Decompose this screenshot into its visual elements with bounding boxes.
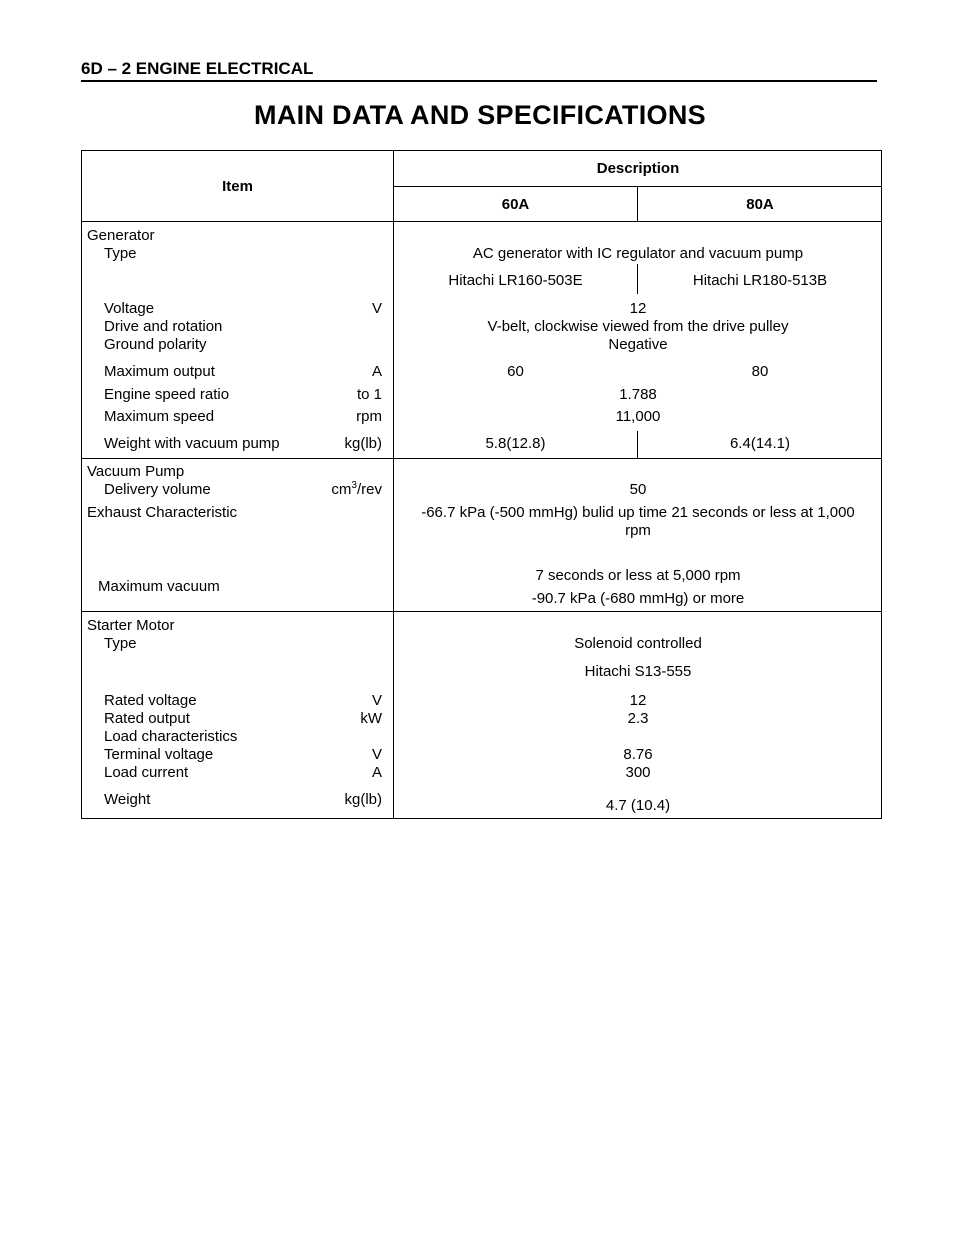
generator-model-60a: Hitachi LR160-503E bbox=[448, 272, 583, 289]
generator-max-output-80a: 80 bbox=[751, 363, 769, 380]
starter-rated-output-value: 2.3 bbox=[627, 710, 649, 727]
spec-table bbox=[81, 150, 882, 819]
section-divider-generator bbox=[82, 458, 882, 459]
max-vacuum-label: Maximum vacuum bbox=[98, 578, 220, 595]
generator-speed-ratio-label: Engine speed ratio bbox=[104, 386, 230, 403]
vacuum-pump-heading: Vacuum Pump bbox=[87, 463, 185, 480]
generator-weight-unit: kg(lb) bbox=[344, 435, 382, 452]
generator-speed-ratio-unit: to 1 bbox=[356, 386, 382, 403]
exhaust-characteristic-label: Exhaust Characteristic bbox=[87, 504, 238, 521]
generator-max-speed-value: 11,000 bbox=[615, 408, 661, 425]
generator-max-speed-unit: rpm bbox=[356, 408, 382, 425]
header-bottom-line bbox=[82, 221, 882, 222]
generator-weight-80a: 6.4(14.1) bbox=[729, 435, 791, 452]
vacuum-delivery-unit: $cm^3$/rev bbox=[331, 480, 382, 498]
starter-type-value: Solenoid controlled bbox=[574, 635, 702, 652]
starter-weight-value: 4.7 (10.4) bbox=[605, 797, 671, 814]
starter-load-char-label: Load characteristics bbox=[104, 728, 238, 745]
starter-rated-output-unit: kW bbox=[360, 710, 382, 727]
starter-terminal-voltage-value: 8.76 bbox=[623, 746, 653, 763]
header-item: Item bbox=[222, 178, 253, 195]
section-divider-vacuum bbox=[82, 611, 882, 612]
generator-model-80a: Hitachi LR180-513B bbox=[692, 272, 828, 289]
starter-rated-voltage-value: 12 bbox=[629, 692, 647, 709]
exhaust-characteristic-line2: rpm bbox=[625, 522, 651, 539]
generator-heading: Generator bbox=[87, 227, 155, 244]
generator-voltage-unit: V bbox=[371, 300, 382, 317]
starter-motor-heading: Starter Motor bbox=[87, 617, 175, 634]
generator-voltage-label: Voltage bbox=[104, 300, 155, 317]
generator-max-output-unit: A bbox=[371, 363, 382, 380]
starter-rated-output-label: Rated output bbox=[104, 710, 190, 727]
starter-load-current-unit: A bbox=[371, 764, 382, 781]
generator-weight-label: Weight with vacuum pump bbox=[104, 435, 280, 452]
vacuum-delivery-value: 50 bbox=[629, 481, 647, 498]
generator-drive-label: Drive and rotation bbox=[104, 318, 223, 335]
starter-load-current-value: 300 bbox=[625, 764, 651, 781]
generator-type-label: Type bbox=[104, 245, 137, 262]
generator-max-output-label: Maximum output bbox=[104, 363, 215, 380]
vacuum-delivery-label: Delivery volume bbox=[104, 481, 211, 498]
header-description: Description bbox=[596, 160, 680, 177]
starter-load-current-label: Load current bbox=[104, 764, 189, 781]
generator-drive-value: V-belt, clockwise viewed from the drive pulley bbox=[487, 318, 789, 335]
max-vacuum-line2: -90.7 kPa (-680 mmHg) or more bbox=[531, 590, 745, 607]
generator-weight-60a: 5.8(12.8) bbox=[485, 435, 546, 452]
generator-ground-label: Ground polarity bbox=[104, 336, 207, 353]
generator-type-value: AC generator with IC regulator and vacuum pump bbox=[472, 245, 804, 262]
page-header: 6D – 2 ENGINE ELECTRICAL bbox=[81, 58, 877, 82]
generator-ground-value: Negative bbox=[608, 336, 668, 353]
starter-weight-label: Weight bbox=[104, 791, 151, 808]
exhaust-characteristic-line1: -66.7 kPa (-500 mmHg) bulid up time 21 seconds or less at 1,000 bbox=[421, 504, 855, 521]
generator-max-output-60a: 60 bbox=[507, 363, 524, 380]
starter-rated-voltage-label: Rated voltage bbox=[104, 692, 197, 709]
starter-rated-voltage-unit: V bbox=[371, 692, 382, 709]
max-vacuum-line1: 7 seconds or less at 5,000 rpm bbox=[535, 567, 741, 584]
starter-type-label: Type bbox=[104, 635, 137, 652]
starter-weight-unit: kg(lb) bbox=[344, 791, 382, 808]
starter-terminal-voltage-unit: V bbox=[371, 746, 382, 763]
page-title: MAIN DATA AND SPECIFICATIONS bbox=[254, 100, 706, 130]
header-60a: 60A bbox=[501, 196, 530, 213]
generator-max-speed-label: Maximum speed bbox=[104, 408, 215, 425]
header-80a: 80A bbox=[746, 196, 774, 213]
starter-terminal-voltage-label: Terminal voltage bbox=[104, 746, 214, 763]
starter-model: Hitachi S13-555 bbox=[584, 663, 692, 680]
generator-speed-ratio-value: 1.788 bbox=[619, 386, 657, 403]
generator-voltage-value: 12 bbox=[629, 300, 647, 317]
